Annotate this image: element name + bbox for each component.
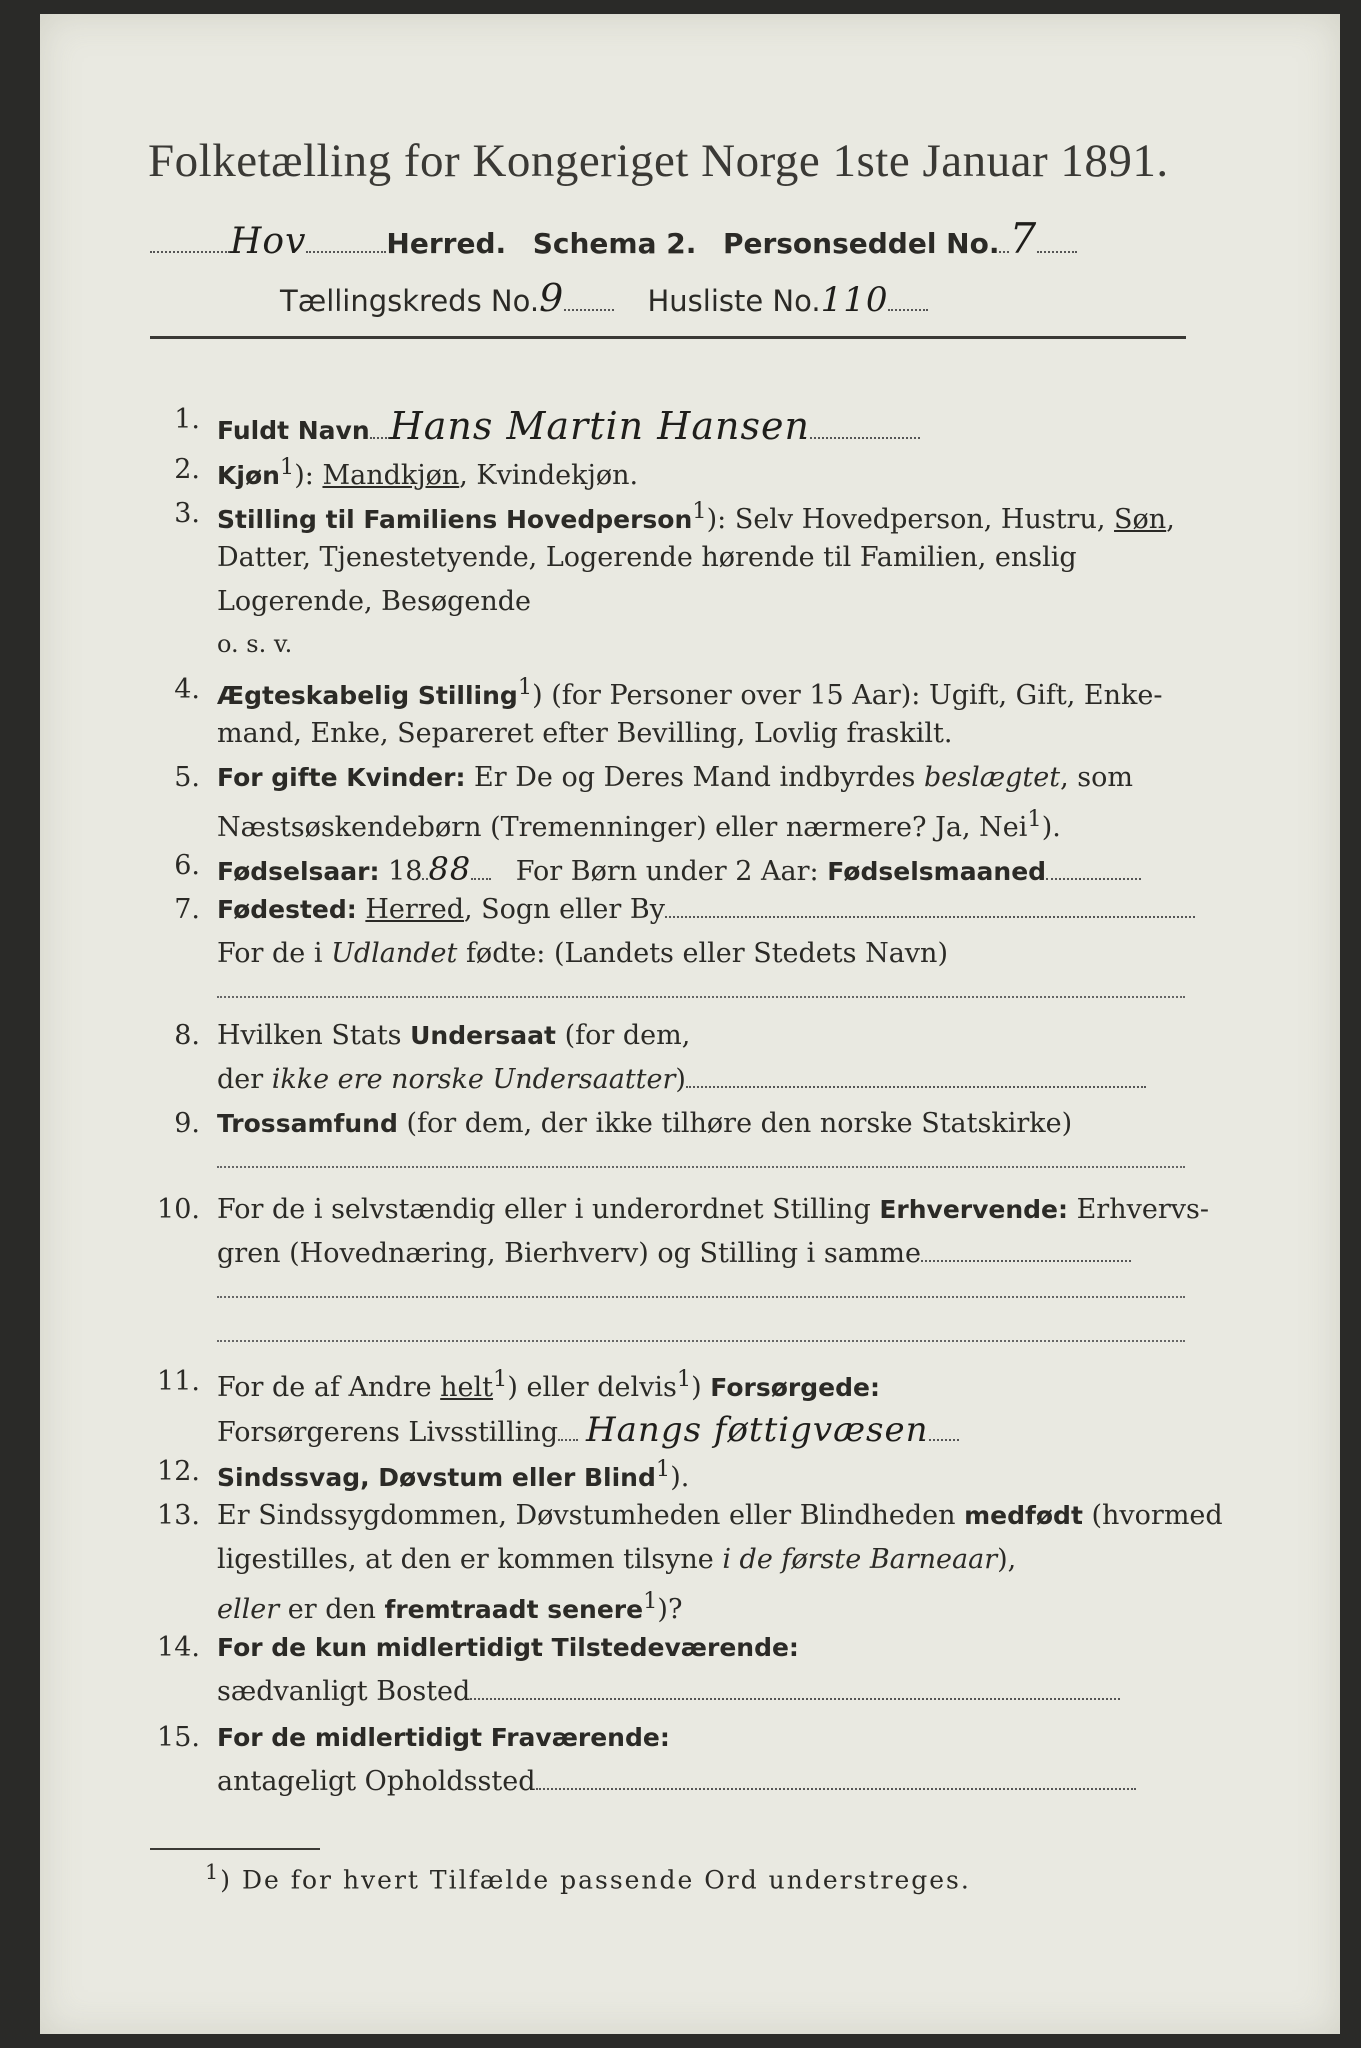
herred-label: Herred. bbox=[386, 227, 507, 260]
temp-absent-label: midlertidigt Fraværende: bbox=[314, 1723, 670, 1752]
citizenship-text: Hvilken Stats bbox=[217, 1020, 411, 1051]
related-italic: beslægtet bbox=[923, 762, 1061, 793]
item-number: 13. bbox=[157, 1500, 200, 1531]
married-women-line-2 bbox=[217, 806, 1061, 843]
family-position-line-4: o. s. v. bbox=[217, 630, 293, 658]
citizenship-text-end: (for dem, bbox=[555, 1020, 691, 1051]
dotted-line bbox=[217, 996, 1185, 998]
item-number: 12. bbox=[157, 1456, 200, 1487]
citizenship-line-2 bbox=[217, 1064, 1146, 1095]
family-position-line-3: Logerende, Besøgende bbox=[217, 586, 531, 617]
citizenship-label: Undersaat bbox=[410, 1021, 556, 1050]
birthplace-herred-underlined: Herred bbox=[365, 894, 464, 925]
occupation-text: For de i selvstændig eller i underordnet Stilling bbox=[217, 1194, 880, 1225]
abroad-text: fødte: (Landets eller Stedets Navn) bbox=[457, 938, 948, 969]
congenital-line-3 bbox=[217, 1588, 682, 1625]
punctuation: ). bbox=[1041, 812, 1061, 843]
husliste-value: 110 bbox=[820, 280, 889, 320]
footnote-marker: 1 bbox=[279, 454, 295, 480]
marital-status-line-2: mand, Enke, Separeret efter Bevilling, Lovlig fraskilt. bbox=[217, 718, 953, 749]
dotted-line bbox=[217, 1296, 1185, 1298]
sex-label: Kjøn bbox=[217, 461, 280, 490]
item-number: 8. bbox=[174, 1020, 200, 1051]
kreds-value: 9 bbox=[539, 276, 565, 320]
kreds-line bbox=[280, 276, 928, 320]
supported-helt-underlined: helt bbox=[440, 1372, 494, 1403]
item-number: 7. bbox=[174, 894, 200, 925]
birthplace-text: , Sogn eller By bbox=[463, 894, 665, 925]
item-number: 4. bbox=[174, 674, 200, 705]
supporter-line bbox=[217, 1410, 959, 1450]
footnote-divider bbox=[150, 1848, 320, 1850]
herred-line bbox=[150, 214, 1077, 263]
full-name-label: Fuldt Navn bbox=[217, 416, 370, 445]
punctuation: )? bbox=[657, 1594, 683, 1625]
citizenship-prefix: der bbox=[217, 1064, 272, 1095]
footnote-marker: 1 bbox=[1027, 806, 1042, 832]
kreds-label: Tællingskreds No. bbox=[280, 284, 540, 318]
punctuation: ), bbox=[997, 1544, 1017, 1575]
personseddel-value: 7 bbox=[1009, 214, 1038, 263]
family-position-line-2: Datter, Tjenestetyende, Logerende hørende til Familien, enslig bbox=[217, 542, 1077, 573]
full-name-value: Hans Martin Hansen bbox=[389, 404, 810, 448]
item-number: 9. bbox=[174, 1108, 200, 1139]
congenital-label: medfødt bbox=[964, 1501, 1083, 1530]
item-number: 6. bbox=[174, 850, 200, 881]
item-number: 2. bbox=[174, 454, 200, 485]
congenital-text: Er Sindssygdommen, Døvstumheden eller Blindheden bbox=[217, 1500, 965, 1531]
occupation-line-2 bbox=[217, 1238, 1131, 1269]
birthplace-line-2 bbox=[217, 938, 948, 969]
sex-option-male-underlined: Mandkjøn bbox=[322, 460, 460, 491]
footnote-marker: 1 bbox=[676, 1366, 692, 1392]
family-position-text: ): Selv Hovedperson, Hustru, bbox=[706, 504, 1115, 535]
usual-residence-label: sædvanligt Bosted bbox=[217, 1676, 471, 1707]
item-number: 15. bbox=[157, 1722, 200, 1753]
religion-label: Trossamfund bbox=[217, 1109, 398, 1138]
sex-text: ): bbox=[294, 460, 323, 491]
marital-status-label: Ægteskabelig Stilling bbox=[217, 681, 518, 710]
sex-option-female: , Kvindekjøn. bbox=[459, 460, 639, 491]
occupation-text-end: Erhvervs- bbox=[1068, 1194, 1209, 1225]
footnote-marker: 1 bbox=[655, 1456, 671, 1482]
item-number: 3. bbox=[174, 498, 200, 529]
temp-absent-prefix: For de bbox=[217, 1723, 315, 1752]
birth-year-prefix: 18 bbox=[388, 856, 423, 887]
herred-value: Hov bbox=[230, 221, 307, 262]
citizenship-italic: ikke ere norske Undersaatter bbox=[271, 1064, 676, 1095]
footnote-marker: 1 bbox=[205, 1860, 221, 1884]
family-position-label: Stilling til Familiens Hovedperson bbox=[217, 505, 693, 534]
schema-label: Schema 2. bbox=[532, 227, 697, 260]
item-number: 11. bbox=[157, 1366, 200, 1397]
form-title: Folketælling for Kongeriget Norge 1ste Januar 1891. bbox=[148, 135, 1169, 187]
item-number: 10. bbox=[157, 1194, 200, 1225]
family-position-son-underlined: Søn bbox=[1114, 504, 1167, 535]
childhood-italic: i de første Barneaar bbox=[722, 1544, 998, 1575]
husliste-label: Husliste No. bbox=[647, 284, 821, 318]
married-women-text: Er De og Deres Mand indbyrdes bbox=[465, 762, 924, 793]
later-label: fremtraadt senere bbox=[384, 1595, 644, 1624]
abroad-prefix: For de i bbox=[217, 938, 332, 969]
under-two-text: For Børn under 2 Aar: bbox=[515, 856, 828, 887]
usual-residence-line bbox=[217, 1676, 1120, 1707]
presumed-residence-line bbox=[217, 1766, 1136, 1797]
birth-year-label: Fødselsaar: bbox=[217, 857, 380, 886]
footnote-marker: 1 bbox=[493, 1366, 508, 1392]
birthplace-label: Fødested: bbox=[217, 895, 357, 924]
temp-present-prefix: For de kun bbox=[217, 1633, 376, 1662]
religion-text: (for dem, der ikke tilhøre den norske Statskirke) bbox=[397, 1108, 1073, 1139]
personseddel-label: Personseddel No. bbox=[722, 227, 1000, 260]
disability-label: Sindssvag, Døvstum eller Blind bbox=[217, 1463, 656, 1492]
married-women-text-end: , som bbox=[1060, 762, 1133, 793]
married-women-label: gifte Kvinder: bbox=[271, 763, 466, 792]
footnote-marker: 1 bbox=[692, 498, 707, 524]
punctuation: ) bbox=[691, 1372, 711, 1403]
presumed-residence-label: antageligt Opholdssted bbox=[217, 1766, 536, 1797]
marital-status-text: ) (for Personer over 15 Aar): Ugift, Gift, Enke- bbox=[532, 680, 1163, 711]
abroad-italic: Udlandet bbox=[331, 938, 458, 969]
punctuation: ). bbox=[670, 1462, 690, 1493]
congenital-text-end: (hvormed bbox=[1082, 1500, 1223, 1531]
footnote-marker: 1 bbox=[643, 1588, 658, 1614]
footnote bbox=[205, 1860, 971, 1894]
temp-present-label: midlertidigt Tilstedeværende: bbox=[375, 1633, 799, 1662]
item-number: 14. bbox=[157, 1632, 200, 1663]
supporter-value: Hangs føttigvæsen bbox=[586, 1410, 929, 1450]
supported-label: Forsørgede: bbox=[710, 1373, 880, 1402]
birth-year-value: 88 bbox=[428, 850, 472, 888]
cousins-question: Næstsøskendebørn (Tremenninger) eller nærmere? Ja, Nei bbox=[217, 812, 1028, 843]
header-divider bbox=[150, 336, 1186, 339]
punctuation: , bbox=[1166, 504, 1175, 535]
supported-text-mid: ) eller delvis bbox=[507, 1372, 677, 1403]
childhood-prefix: ligestilles, at den er kommen tilsyne bbox=[217, 1544, 723, 1575]
supporter-label: Forsørgerens Livsstilling bbox=[217, 1417, 559, 1448]
dotted-line bbox=[217, 1340, 1185, 1342]
footnote-text: ) De for hvert Tilfælde passende Ord understreges. bbox=[220, 1865, 971, 1895]
supported-text: For de af Andre bbox=[217, 1372, 441, 1403]
birth-month-label: Fødselsmaaned bbox=[827, 857, 1047, 886]
married-women-prefix: For bbox=[217, 763, 272, 792]
congenital-line-2 bbox=[217, 1544, 1016, 1575]
item-number: 1. bbox=[174, 404, 200, 435]
punctuation: ) bbox=[675, 1064, 686, 1095]
dotted-line bbox=[217, 1166, 1185, 1168]
item-number: 5. bbox=[174, 762, 200, 793]
or-italic: eller bbox=[217, 1594, 280, 1625]
occupation-branch-text: gren (Hovednæring, Bierhverv) og Stilling i samme bbox=[217, 1238, 922, 1269]
footnote-marker: 1 bbox=[517, 674, 533, 700]
occupation-label: Erhvervende: bbox=[879, 1195, 1069, 1224]
later-text: er den bbox=[279, 1594, 385, 1625]
census-form-sheet bbox=[40, 14, 1340, 2034]
